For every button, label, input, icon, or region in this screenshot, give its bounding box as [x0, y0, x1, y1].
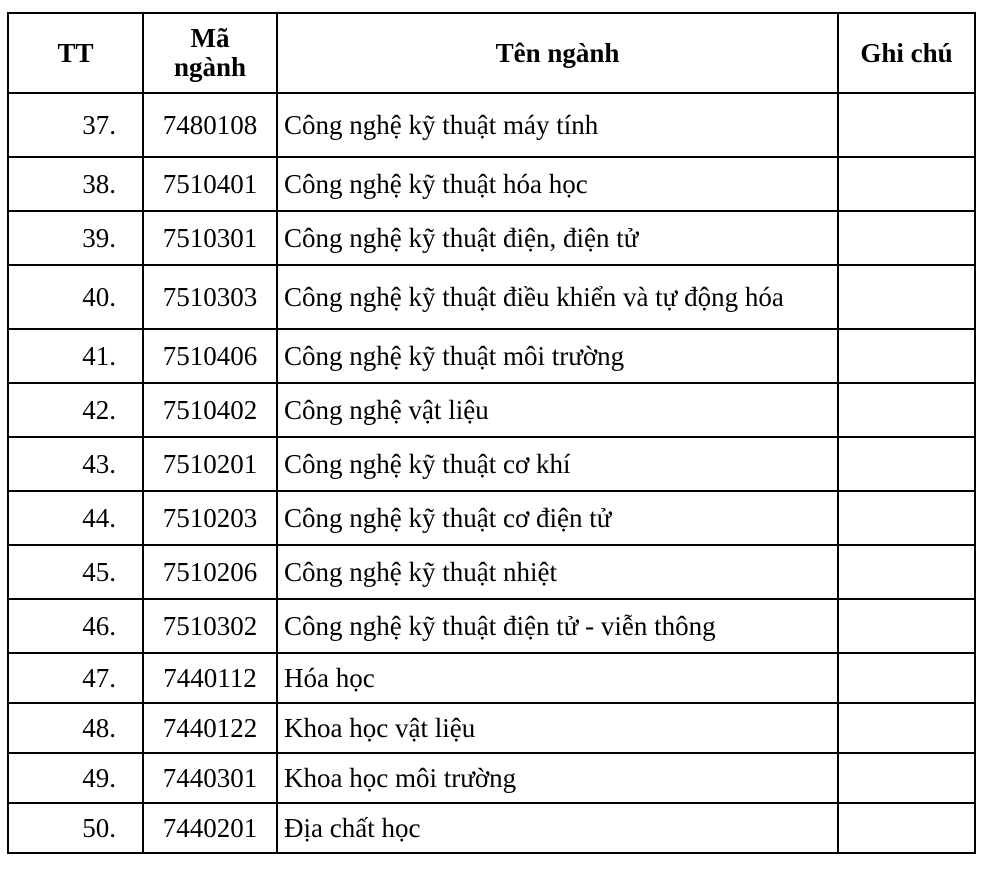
cell-tt: 44.: [8, 491, 143, 545]
cell-ma-nganh: 7510303: [143, 265, 277, 329]
cell-ma-nganh: 7510401: [143, 157, 277, 211]
cell-ten-nganh: Công nghệ kỹ thuật cơ khí: [277, 437, 838, 491]
cell-ten-nganh: Công nghệ kỹ thuật nhiệt: [277, 545, 838, 599]
cell-tt: 47.: [8, 653, 143, 703]
table-row: [8, 157, 975, 211]
table-row: [8, 265, 975, 329]
cell-ma-nganh: 7510201: [143, 437, 277, 491]
header-ma-nganh-line2: ngành: [173, 52, 247, 82]
cell-tt: 41.: [8, 329, 143, 383]
cell-ma-nganh: 7510203: [143, 491, 277, 545]
cell-ghi-chu: [838, 491, 975, 545]
table-header: [8, 13, 975, 93]
table-row: [8, 211, 975, 265]
cell-ten-nganh: Địa chất học: [277, 803, 838, 853]
cell-ghi-chu: [838, 265, 975, 329]
cell-tt: 45.: [8, 545, 143, 599]
cell-ma-nganh: 7480108: [143, 93, 277, 157]
cell-ghi-chu: [838, 545, 975, 599]
cell-ma-nganh: 7510301: [143, 211, 277, 265]
cell-tt: 46.: [8, 599, 143, 653]
cell-tt: 43.: [8, 437, 143, 491]
cell-ten-nganh: Khoa học vật liệu: [277, 703, 838, 753]
cell-ghi-chu: [838, 753, 975, 803]
header-row: [8, 13, 975, 93]
table-row: [8, 93, 975, 157]
table-row: [8, 703, 975, 753]
cell-ma-nganh: 7510402: [143, 383, 277, 437]
table-row: [8, 437, 975, 491]
table-row: [8, 653, 975, 703]
cell-ten-nganh: Khoa học môi trường: [277, 753, 838, 803]
cell-ghi-chu: [838, 93, 975, 157]
table-row: [8, 383, 975, 437]
cell-ma-nganh: 7440301: [143, 753, 277, 803]
cell-ma-nganh: 7440122: [143, 703, 277, 753]
cell-tt: 50.: [8, 803, 143, 853]
cell-tt: 38.: [8, 157, 143, 211]
table-row: [8, 803, 975, 853]
table-row: [8, 329, 975, 383]
cell-ma-nganh: 7510406: [143, 329, 277, 383]
cell-ten-nganh: Công nghệ kỹ thuật cơ điện tử: [277, 491, 838, 545]
cell-ten-nganh: Hóa học: [277, 653, 838, 703]
cell-ten-nganh: Công nghệ kỹ thuật điện tử - viễn thông: [277, 599, 838, 653]
table-row: [8, 753, 975, 803]
header-ten-nganh: Tên ngành: [277, 13, 838, 93]
majors-table: [7, 12, 976, 854]
header-tt: TT: [8, 13, 143, 93]
cell-tt: 48.: [8, 703, 143, 753]
cell-ten-nganh: Công nghệ kỹ thuật môi trường: [277, 329, 838, 383]
cell-ten-nganh: Công nghệ kỹ thuật máy tính: [277, 93, 838, 157]
cell-ghi-chu: [838, 803, 975, 853]
cell-tt: 39.: [8, 211, 143, 265]
cell-ghi-chu: [838, 329, 975, 383]
cell-tt: 49.: [8, 753, 143, 803]
cell-ma-nganh: 7510302: [143, 599, 277, 653]
table-body: [8, 93, 975, 853]
header-ma-nganh-line1: Mã: [190, 23, 230, 53]
cell-ghi-chu: [838, 437, 975, 491]
header-ghi-chu: Ghi chú: [838, 13, 975, 93]
cell-ghi-chu: [838, 383, 975, 437]
cell-ten-nganh: Công nghệ kỹ thuật hóa học: [277, 157, 838, 211]
table-row: [8, 599, 975, 653]
cell-ma-nganh: 7440201: [143, 803, 277, 853]
cell-ten-nganh: Công nghệ kỹ thuật điện, điện tử: [277, 211, 838, 265]
cell-ghi-chu: [838, 211, 975, 265]
table-row: [8, 491, 975, 545]
cell-ma-nganh: 7510206: [143, 545, 277, 599]
cell-ten-nganh: Công nghệ vật liệu: [277, 383, 838, 437]
header-ma-nganh: [143, 13, 277, 93]
cell-ghi-chu: [838, 653, 975, 703]
cell-tt: 37.: [8, 93, 143, 157]
cell-ghi-chu: [838, 599, 975, 653]
cell-tt: 42.: [8, 383, 143, 437]
table-row: [8, 545, 975, 599]
cell-ma-nganh: 7440112: [143, 653, 277, 703]
cell-ten-nganh: Công nghệ kỹ thuật điều khiển và tự động hóa: [277, 265, 838, 329]
cell-ghi-chu: [838, 703, 975, 753]
cell-ghi-chu: [838, 157, 975, 211]
cell-tt: 40.: [8, 265, 143, 329]
